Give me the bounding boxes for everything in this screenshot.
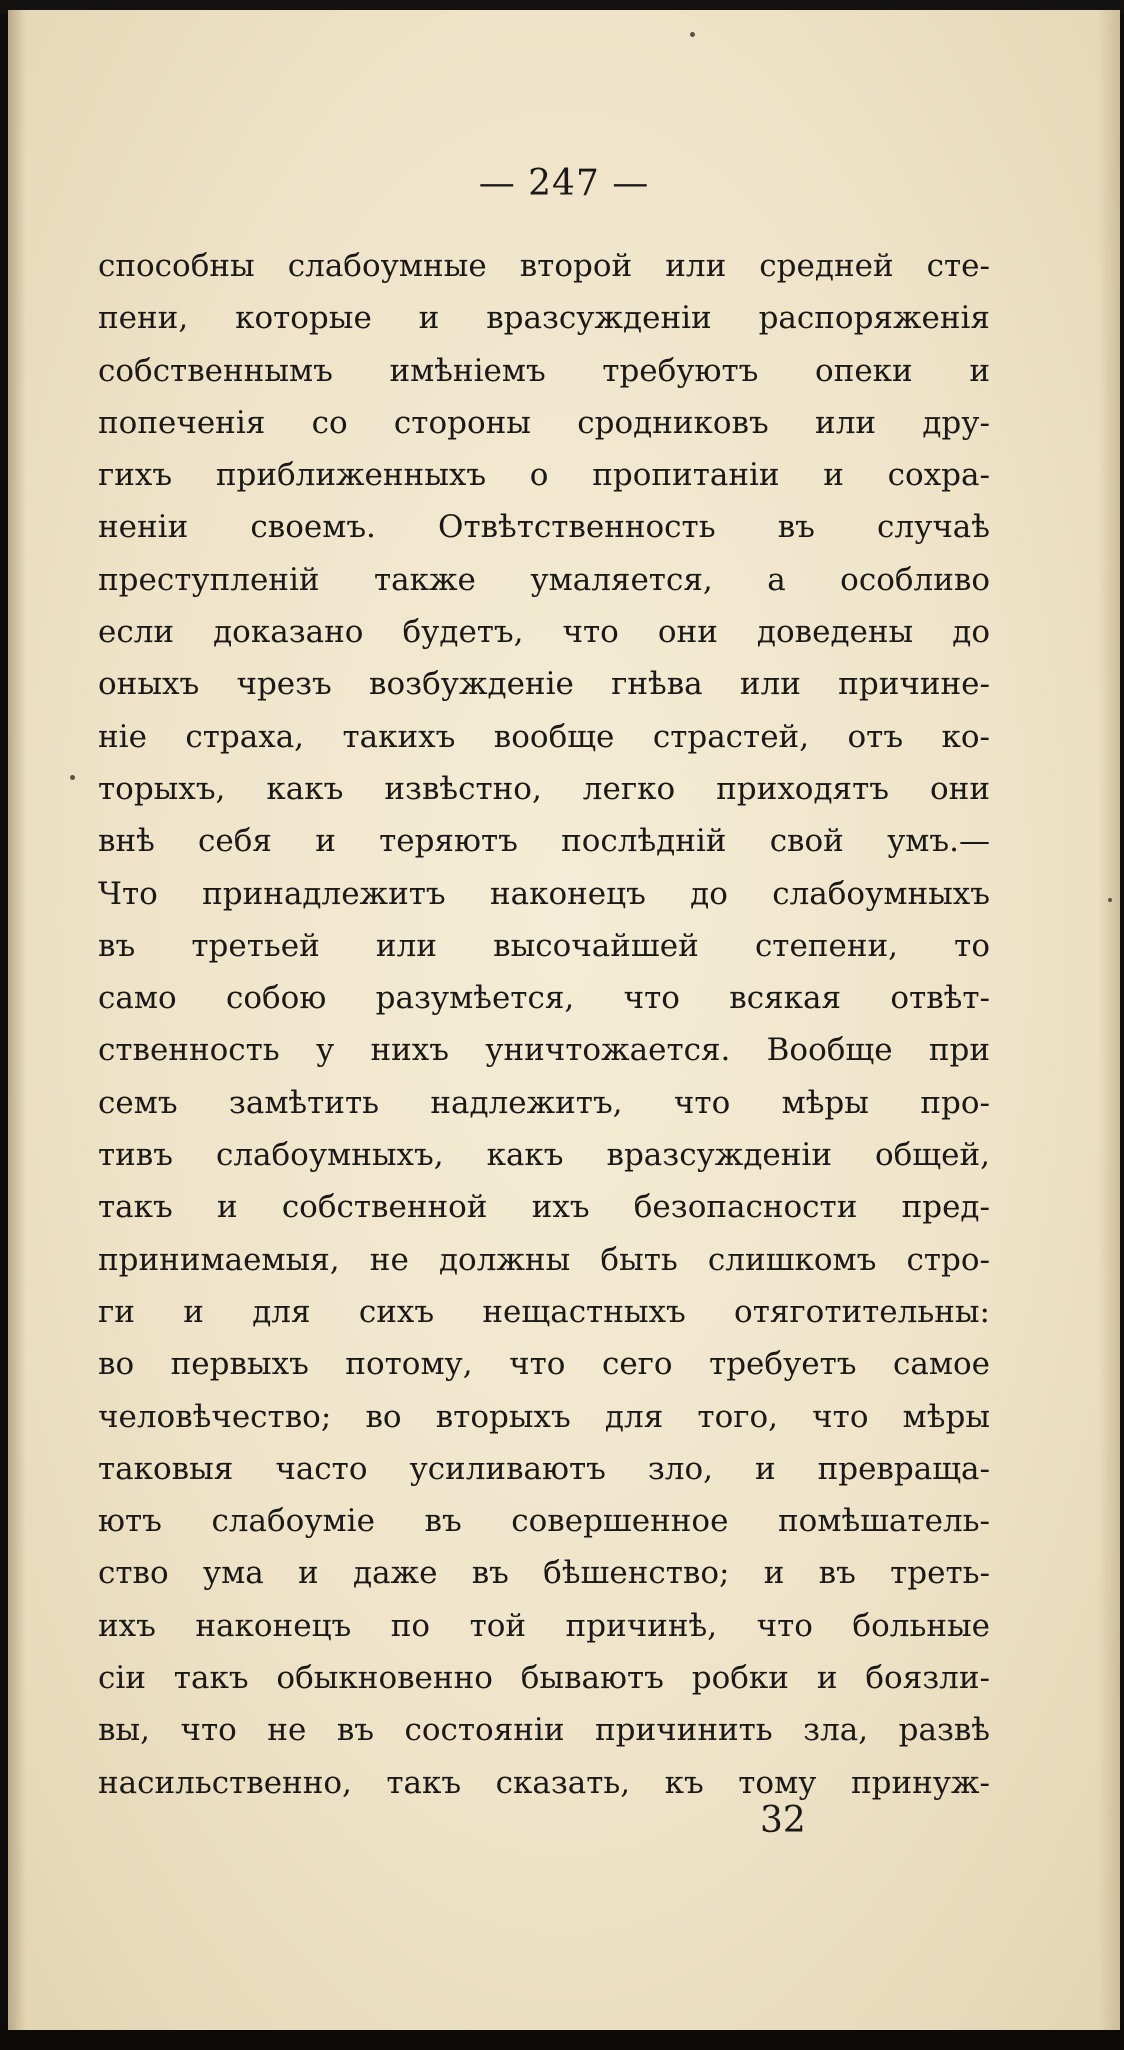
text-line: преступленій также умаляется, а особливо xyxy=(98,561,990,598)
text-line: пени, которые и вразсужденіи распоряженія xyxy=(98,300,990,337)
text-line: насильственно, такъ сказать, къ тому принуж- xyxy=(98,1764,990,1801)
text-line: въ третьей или высочайшей степени, то xyxy=(98,927,990,964)
text-line: во первыхъ потому, что сего требуетъ самое xyxy=(98,1346,990,1383)
page-number: — 247 — xyxy=(478,163,650,204)
text-line: ственность у нихъ уничтожается. Вообще при xyxy=(98,1032,990,1069)
text-line: гихъ приближенныхъ о пропитаніи и сохра- xyxy=(98,457,990,494)
text-line: ніе страха, такихъ вообще страстей, отъ ко- xyxy=(98,718,990,755)
text-line: вы, что не въ состояніи причинить зла, развѣ xyxy=(98,1712,990,1749)
paper-speck xyxy=(1108,898,1112,902)
text-line: ихъ наконецъ по той причинѣ, что больные xyxy=(98,1607,990,1644)
text-line: таковыя часто усиливаютъ зло, и превраща- xyxy=(98,1450,990,1487)
text-line: оныхъ чрезъ возбужденіе гнѣва или причине- xyxy=(98,666,990,703)
text-line: человѣчество; во вторыхъ для того, что мѣры xyxy=(98,1398,990,1435)
paper-speck xyxy=(70,775,75,780)
page-right-shadow xyxy=(1098,10,1120,2032)
text-line: Что принадлежитъ наконецъ до слабоумныхъ xyxy=(98,875,990,912)
text-line: ги и для сихъ нещастныхъ отяготительны: xyxy=(98,1293,990,1330)
text-line: ютъ слабоуміе въ совершенное помѣшатель- xyxy=(98,1503,990,1540)
text-line: неніи своемъ. Отвѣтственность въ случаѣ xyxy=(98,509,990,546)
text-line: принимаемыя, не должны быть слишкомъ стро- xyxy=(98,1241,990,1278)
text-line: тивъ слабоумныхъ, какъ вразсужденіи общей, xyxy=(98,1137,990,1174)
paper-speck xyxy=(690,32,695,37)
text-line: собственнымъ имѣніемъ требуютъ опеки и xyxy=(98,352,990,389)
text-line: ство ума и даже въ бѣшенство; и въ треть- xyxy=(98,1555,990,1592)
text-line: попеченія со стороны сродниковъ или дру- xyxy=(98,404,990,441)
book-page xyxy=(8,10,1120,2032)
text-line: такъ и собственной ихъ безопасности пред- xyxy=(98,1189,990,1226)
page-left-shadow xyxy=(8,10,26,2032)
text-line: если доказано будетъ, что они доведены до xyxy=(98,614,990,651)
text-line: само собою разумѣется, что всякая отвѣт- xyxy=(98,980,990,1017)
text-line: сіи такъ обыкновенно бываютъ робки и боязли- xyxy=(98,1660,990,1697)
signature-mark: 32 xyxy=(760,1800,806,1841)
text-line: способны слабоумные второй или средней сте- xyxy=(98,248,990,284)
text-line: семъ замѣтить надлежитъ, что мѣры про- xyxy=(98,1084,990,1121)
scan-bottom-border xyxy=(0,2030,1124,2050)
text-line: внѣ себя и теряютъ послѣдній свой умъ.— xyxy=(98,823,990,860)
body-text xyxy=(98,240,990,1809)
text-line: торыхъ, какъ извѣстно, легко приходятъ они xyxy=(98,770,990,807)
